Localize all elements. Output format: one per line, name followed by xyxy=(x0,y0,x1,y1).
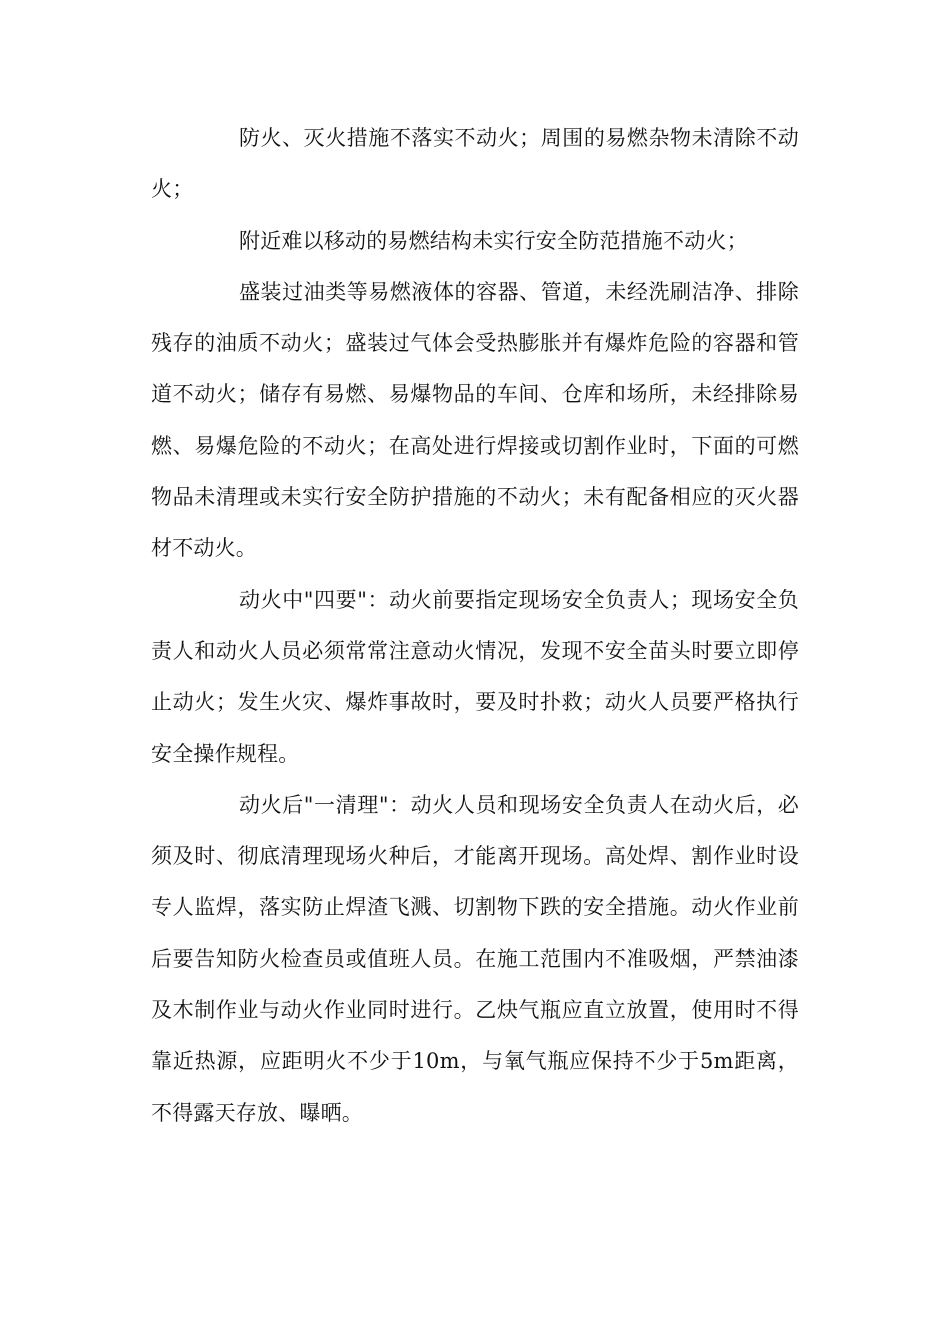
paragraph-four-requirements: 动火中"四要"：动火前要指定现场安全负责人；现场安全负责人和动火人员必须常常注意动火情况，发现不安全苗头时要立即停止动火；发生火灾、爆炸事故时，要及时扑救；动火人员要严格执行安全操作规程。 xyxy=(151,587,799,766)
paragraph-flammable-structures: 附近难以移动的易燃结构未实行安全防范措施不动火； xyxy=(239,228,748,253)
document-body xyxy=(151,113,799,1139)
paragraph-containers-and-storage: 盛装过油类等易燃液体的容器、管道，未经洗刷洁净、排除残存的油质不动火；盛装过气体会受热膨胀并有爆炸危险的容器和管道不动火；储存有易燃、易爆物品的车间、仓库和场所，未经排除易燃、易爆危险的不动火；在高处进行焊接或切割作业时，下面的可燃物品未清理或未实行安全防护措施的不动火；未有配备相应的灭火器材不动火。 xyxy=(151,279,799,561)
paragraph-one-cleanup: 动火后"一清理"：动火人员和现场安全负责人在动火后，必须及时、彻底清理现场火种后，才能离开现场。高处焊、割作业时设专人监焊，落实防止焊渣飞溅、切割物下跌的安全措施。动火作业前后要告知防火检查员或值班人员。在施工范围内不准吸烟，严禁油漆及木制作业与动火作业同时进行。乙炔气瓶应直立放置，使用时不得靠近热源，应距明火不少于10m，与氧气瓶应保持不少于5m距离，不得露天存放、曝晒。 xyxy=(151,792,799,1125)
paragraph-fire-prevention: 防火、灭火措施不落实不动火；周围的易燃杂物未清除不动火； xyxy=(151,126,799,202)
